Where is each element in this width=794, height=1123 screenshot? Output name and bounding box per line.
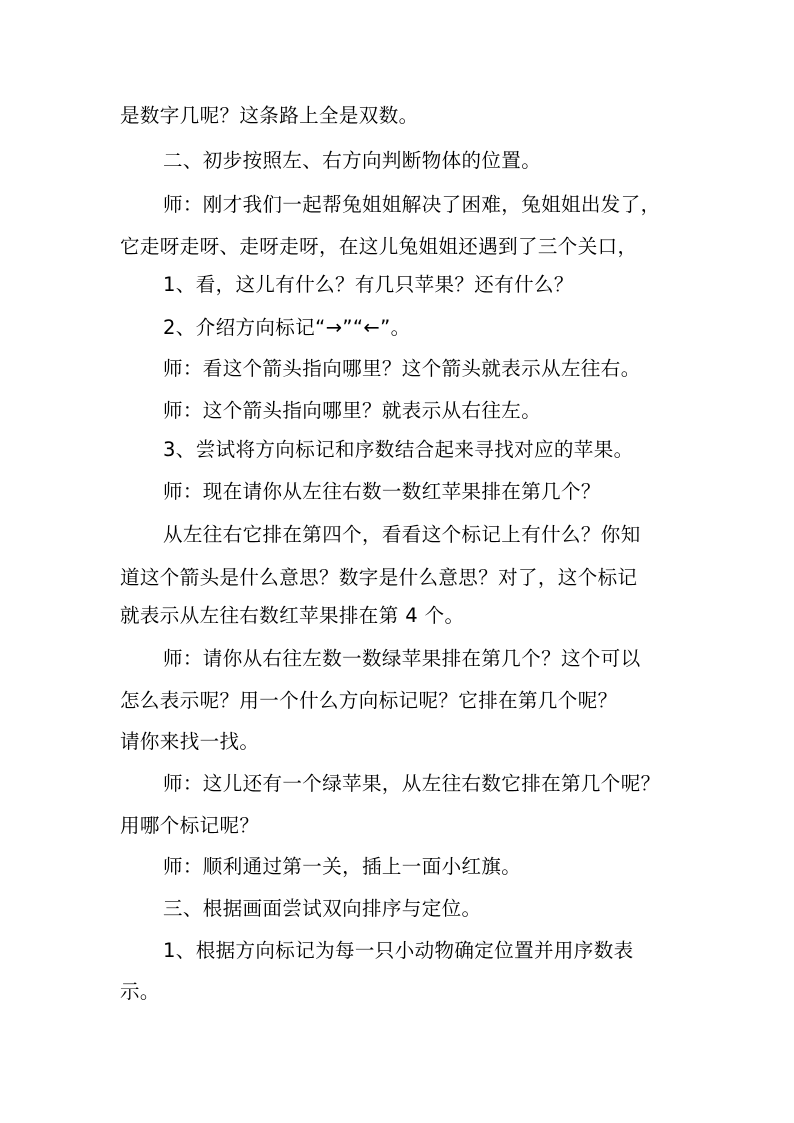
text-line-18: 用哪个标记呢？ (120, 814, 260, 837)
text-line-12: 道这个箭头是什么意思？数字是什么意思？对了，这个标记 (120, 566, 638, 589)
text-line-19: 师：顺利通过第一关，插上一面小红旗。 (163, 855, 522, 878)
text-line-15: 怎么表示呢？用一个什么方向标记呢？它排在第几个呢？ (120, 689, 618, 712)
text-line-7: 师：看这个箭头指向哪里？这个箭头就表示从左往右。 (163, 357, 641, 380)
text-line-1: 是数字几呢？这条路上全是双数。 (120, 104, 419, 127)
text-line-9: 3、尝试将方向标记和序数结合起来寻找对应的苹果。 (163, 438, 634, 461)
text-line-10: 师：现在请你从左往右数一数红苹果排在第几个？ (163, 480, 601, 503)
text-line-11: 从左往右它排在第四个，看看这个标记上有什么？你知 (163, 523, 641, 546)
section-heading-20: 三、根据画面尝试双向排序与定位。 (163, 897, 482, 920)
text-line-8: 师：这个箭头指向哪里？就表示从右往左。 (163, 399, 542, 422)
text-line-13: 就表示从左往右数红苹果排在第 4 个。 (120, 604, 465, 627)
text-line-6: 2、介绍方向标记“→”“←”。 (163, 316, 411, 339)
text-line-14: 师：请你从右往左数一数绿苹果排在第几个？这个可以 (163, 647, 641, 670)
text-line-5: 1、看，这儿有什么？有几只苹果？还有什么？ (163, 273, 574, 296)
section-heading-2: 二、初步按照左、右方向判断物体的位置。 (163, 149, 542, 172)
text-line-17: 师：这儿还有一个绿苹果，从左往右数它排在第几个呢？ (163, 772, 661, 795)
text-line-4: 它走呀走呀、走呀走呀，在这儿兔姐姐还遇到了三个关口， (120, 235, 638, 258)
text-line-16: 请你来找一找。 (120, 730, 260, 753)
text-line-3: 师：刚才我们一起帮兔姐姐解决了困难，兔姐姐出发了， (163, 193, 661, 216)
text-line-21: 1、根据方向标记为每一只小动物确定位置并用序数表 (163, 939, 634, 962)
text-line-22: 示。 (120, 980, 160, 1003)
